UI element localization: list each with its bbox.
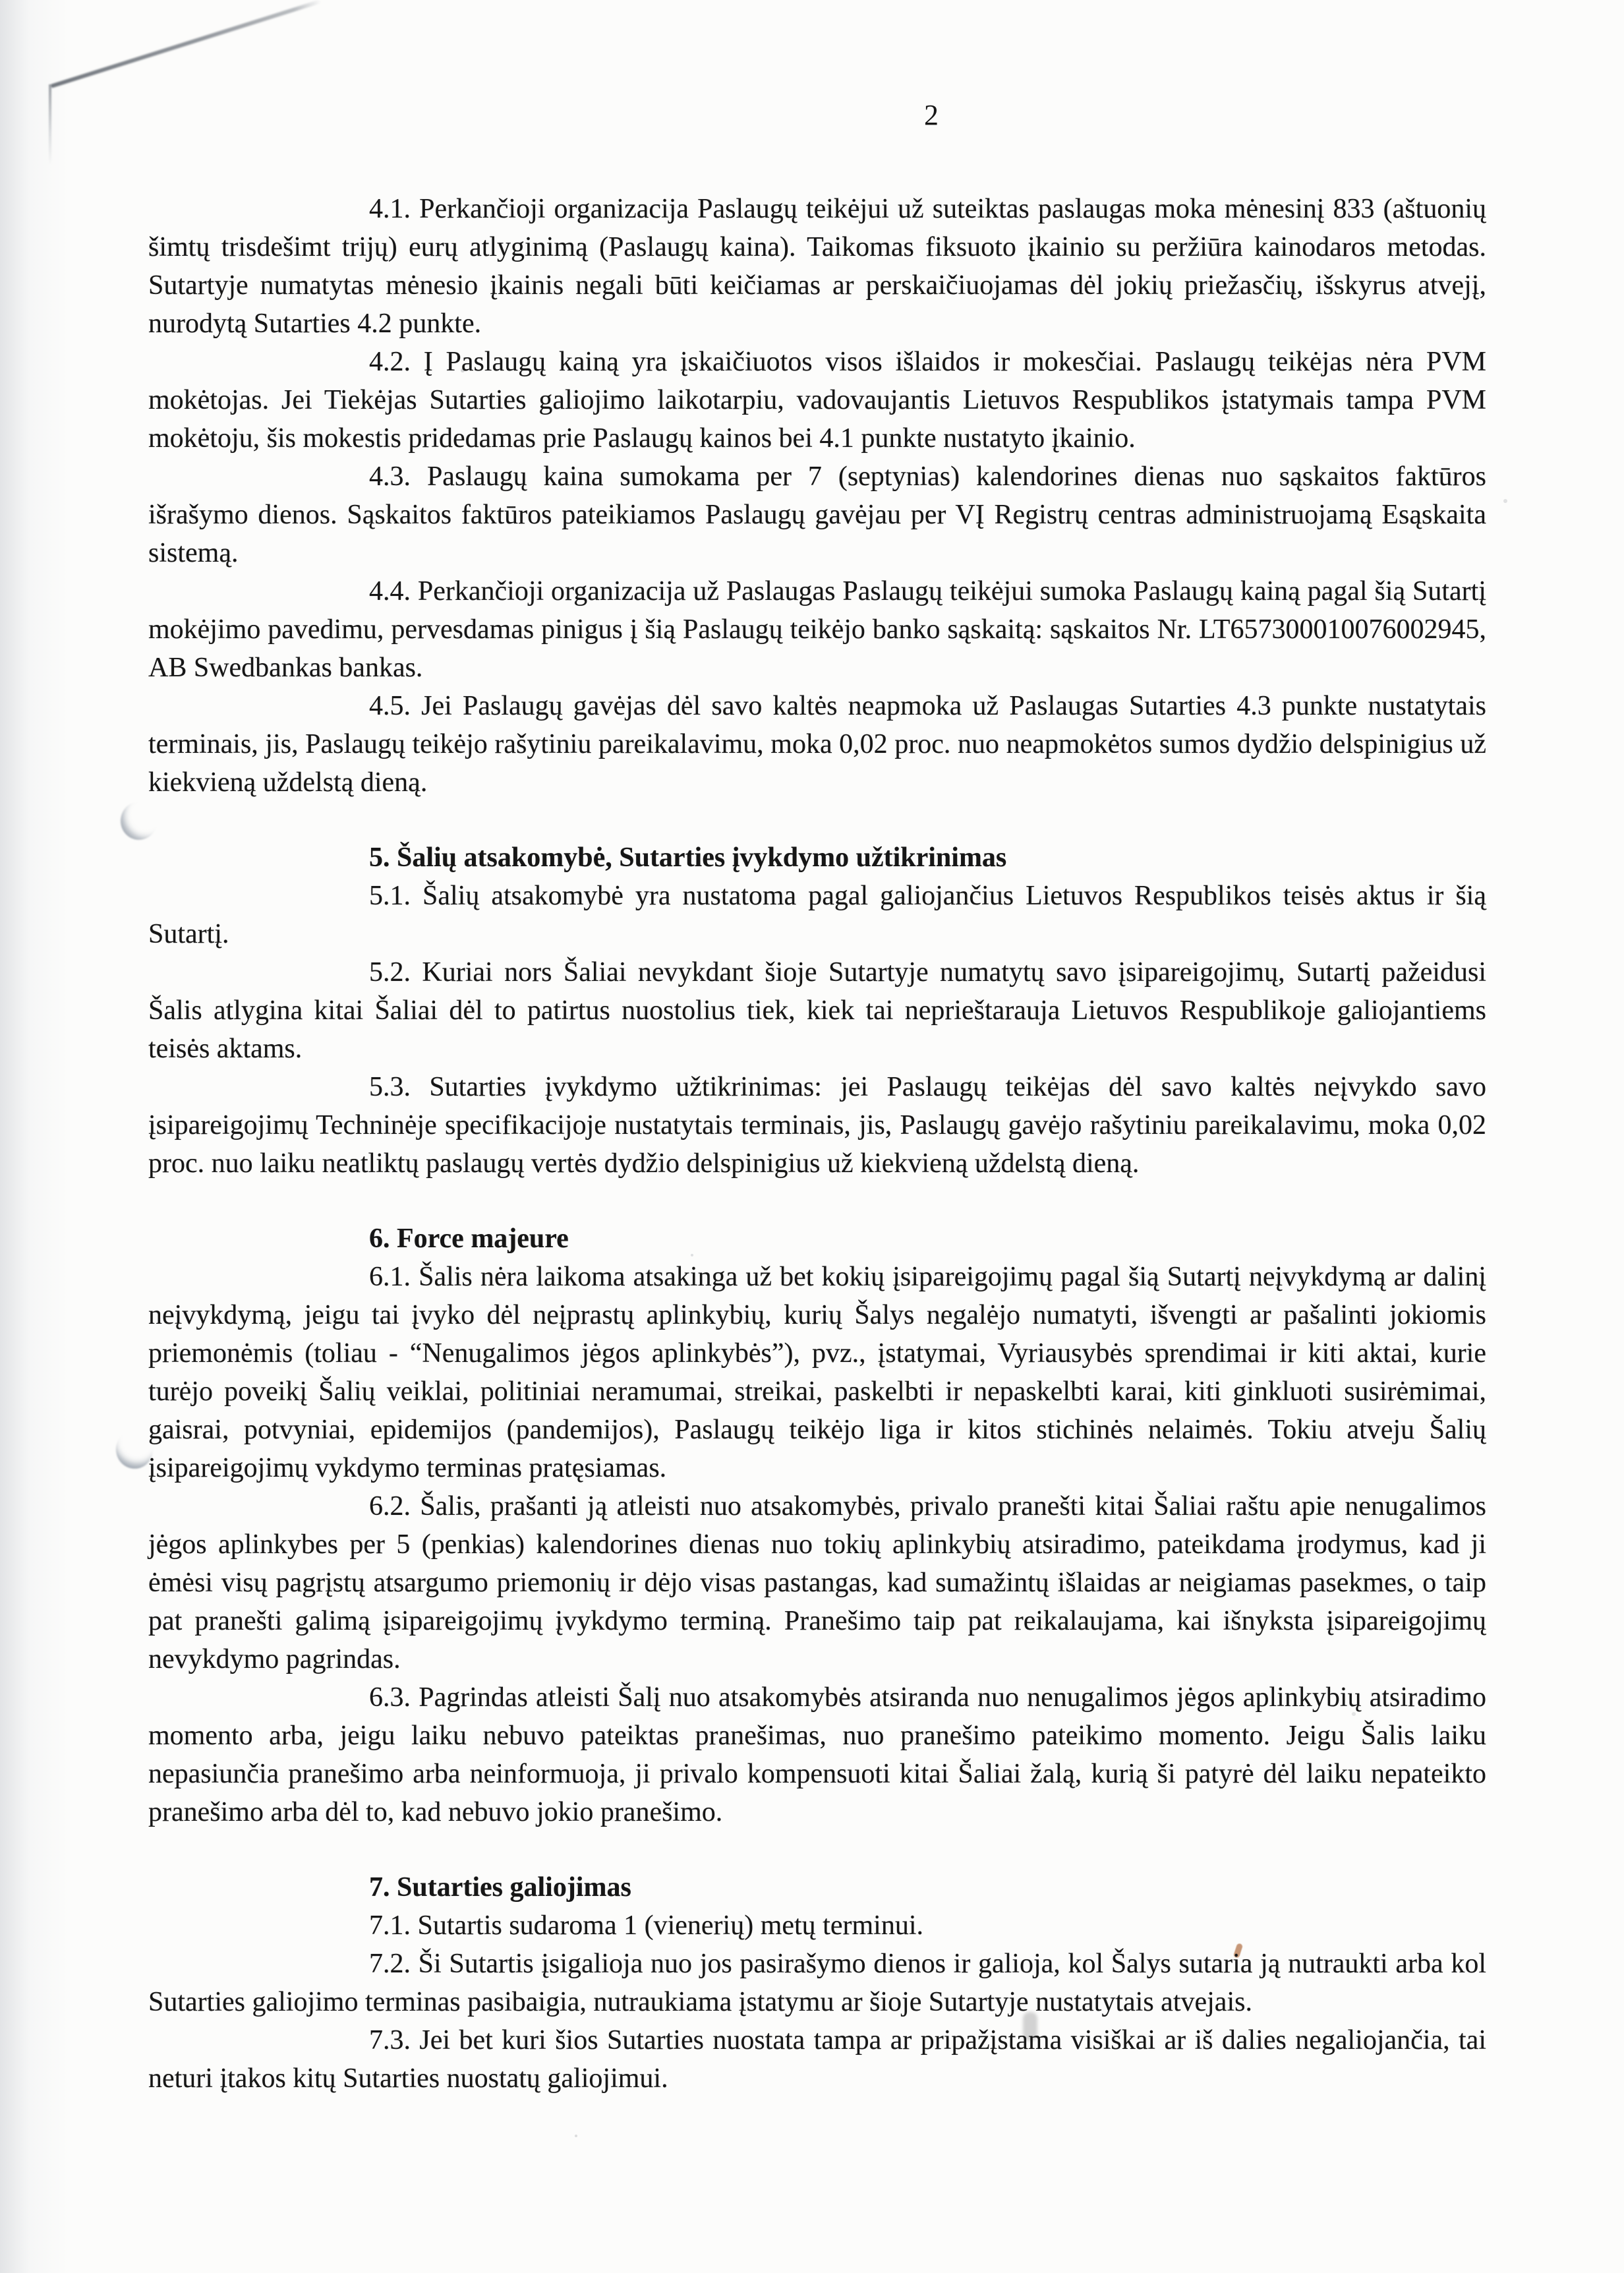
clause-5-1: 5.1. Šalių atsakomybė yra nustatoma pagal galiojančius Lietuvos Respublikos teisės aktus ir šią Sutartį. [148, 881, 1486, 949]
scan-left-edge-shadow [0, 0, 72, 2273]
section-heading-7: 7. Sutarties galiojimas [369, 1872, 631, 1903]
clause-4-2: 4.2. Į Paslaugų kainą yra įskaičiuotos visos išlaidos ir mokesčiai. Paslaugų teikėjas nėra PVM mokėtojas. Jei Tiekėjas Sutarties galiojimo laikotarpiu, vadovaujantis Lietuvos Respublikos įstatymais tampa PVM mokėtoju, šis mokestis pridedamas prie Paslaugų kainos bei 4.1 punkte nustatyto įkainio. [148, 347, 1486, 454]
section-heading-5: 5. Šalių atsakomybė, Sutarties įvykdymo užtikrinimas [369, 842, 1007, 873]
clause-4-4: 4.4. Perkančioji organizacija už Paslaugas Paslaugų teikėjui sumoka Paslaugų kainą pagal šią Sutartį mokėjimo pavedimu, pervesdamas pinigus į šią Paslaugų teikėjo banko sąskaitą: sąskaitos Nr. LT657300010076002945, AB Swedbankas bankas. [148, 576, 1486, 683]
page-number: 2 [924, 99, 939, 131]
clause-7-3: 7.3. Jei bet kuri šios Sutarties nuostata tampa ar pripažįstama visiškai ar iš dalies negaliojančia, tai neturi įtakos kitų Sutarties nuostatų galiojimui. [148, 2025, 1486, 2094]
scan-corner-fold-line [50, 0, 322, 88]
clause-7-1: 7.1. Sutartis sudaroma 1 (vienerių) metų terminui. [369, 1910, 923, 1941]
clause-5-3: 5.3. Sutarties įvykdymo užtikrinimas: jei Paslaugų teikėjas dėl savo kaltės neįvykdo savo įsipareigojimų Techninėje specifikacijoje nustatytais terminais, jis, Paslaugų gavėjo rašytiniu pareikalavimu, moka 0,02 proc. nuo laiku neatliktų paslaugų vertės dydžio delspinigius už kiekvieną uždelstą dieną. [148, 1072, 1486, 1179]
clause-6-3: 6.3. Pagrindas atleisti Šalį nuo atsakomybės atsiranda nuo nenugalimos jėgos aplinkybių atsiradimo momento arba, jeigu laiku nebuvo pateiktas pranešimas, nuo pranešimo pateikimo momento. Jeigu Šalis laiku nepasiunčia pranešimo arba neinformuoja, ji privalo kompensuoti kitai Šaliai žalą, kurią ši patyrė dėl laiku nepateikto pranešimo arba dėl to, kad nebuvo jokio pranešimo. [148, 1682, 1486, 1827]
clause-6-2: 6.2. Šalis, prašanti ją atleisti nuo atsakomybės, privalo pranešti kitai Šaliai raštu apie nenugalimos jėgos aplinkybes per 5 (penkias) kalendorines dienas nuo tokių aplinkybių atsiradimo, pateikdama įrodymus, kad ji ėmėsi visų pagrįstų atsargumo priemonių ir dėjo visas pastangas, kad sumažintų išlaidas ar neigiamas pasekmes, o taip pat pranešti galimą įsipareigojimų įvykdymo terminą. Pranešimo taip pat reikalaujama, kai išnyksta įsipareigojimų nevykdymo pagrindas. [148, 1491, 1486, 1674]
clause-5-2: 5.2. Kuriai nors Šaliai nevykdant šioje Sutartyje numatytų savo įsipareigojimų, Sutartį pažeidusi Šalis atlygina kitai Šaliai dėl to patirtus nuostolius tiek, kiek tai neprieštarauja Lietuvos Respublikoje galiojantiems teisės aktams. [148, 957, 1486, 1064]
clause-4-1: 4.1. Perkančioji organizacija Paslaugų teikėjui už suteiktas paslaugas moka mėnesinį 833 (aštuonių šimtų trisdešimt trijų) eurų atlyginimą (Paslaugų kaina). Taikomas fiksuoto įkainio su peržiūra kainodaros metodas. Sutartyje numatytas mėnesio įkainis negali būti keičiamas ar perskaičiuojamas dėl jokių priežasčių, išskyrus atvejį, nurodytą Sutarties 4.2 punkte. [148, 194, 1486, 339]
clause-7-2: 7.2. Ši Sutartis įsigalioja nuo jos pasirašymo dienos ir galioja, kol Šalys sutaria ją nutraukti arba kol Sutarties galiojimo terminas pasibaigia, nutraukiama įstatymu ar šioje Sutartyje nustatytais atvejais. [148, 1949, 1486, 2017]
document-body [148, 190, 1486, 2098]
section-heading-6: 6. Force majeure [369, 1224, 569, 1254]
clause-6-1: 6.1. Šalis nėra laikoma atsakinga už bet kokių įsipareigojimų pagal šią Sutartį neįvykdymą ar dalinį neįvykdymą, jeigu tai įvyko dėl neįprastų aplinkybių, kurių Šalys negalėjo numatyti, išvengti ar pašalinti jokiomis priemonėmis (toliau - “Nenugalimos jėgos aplinkybės”), pvz., įstatymai, Vyriausybės sprendimai ir kiti aktai, kurie turėjo poveikį Šalių veiklai, politiniai neramumai, streikai, paskelbti ir nepaskelbti karai, kiti ginkluoti susirėmimai, gaisrai, potvyniai, epidemijos (pandemijos), Paslaugų teikėjo liga ir kitos stichinės nelaimės. Tokiu atveju Šalių įsipareigojimų vykdymo terminas pratęsiamas. [148, 1262, 1486, 1483]
scan-dust-specks [0, 0, 3, 3]
scan-corner-fold-edge [49, 84, 51, 165]
clause-4-3: 4.3. Paslaugų kaina sumokama per 7 (septynias) kalendorines dienas nuo sąskaitos faktūros išrašymo dienos. Sąskaitos faktūros pateikiamos Paslaugų gavėjau per VĮ Registrų centras administruojamą Esąskaita sistemą. [148, 461, 1486, 568]
clause-4-5: 4.5. Jei Paslaugų gavėjas dėl savo kaltės neapmoka už Paslaugas Sutarties 4.3 punkte nustatytais terminais, jis, Paslaugų teikėjo rašytiniu pareikalavimu, moka 0,02 proc. nuo neapmokėtos sumos dydžio delspinigius už kiekvieną uždelstą dieną. [148, 691, 1486, 798]
